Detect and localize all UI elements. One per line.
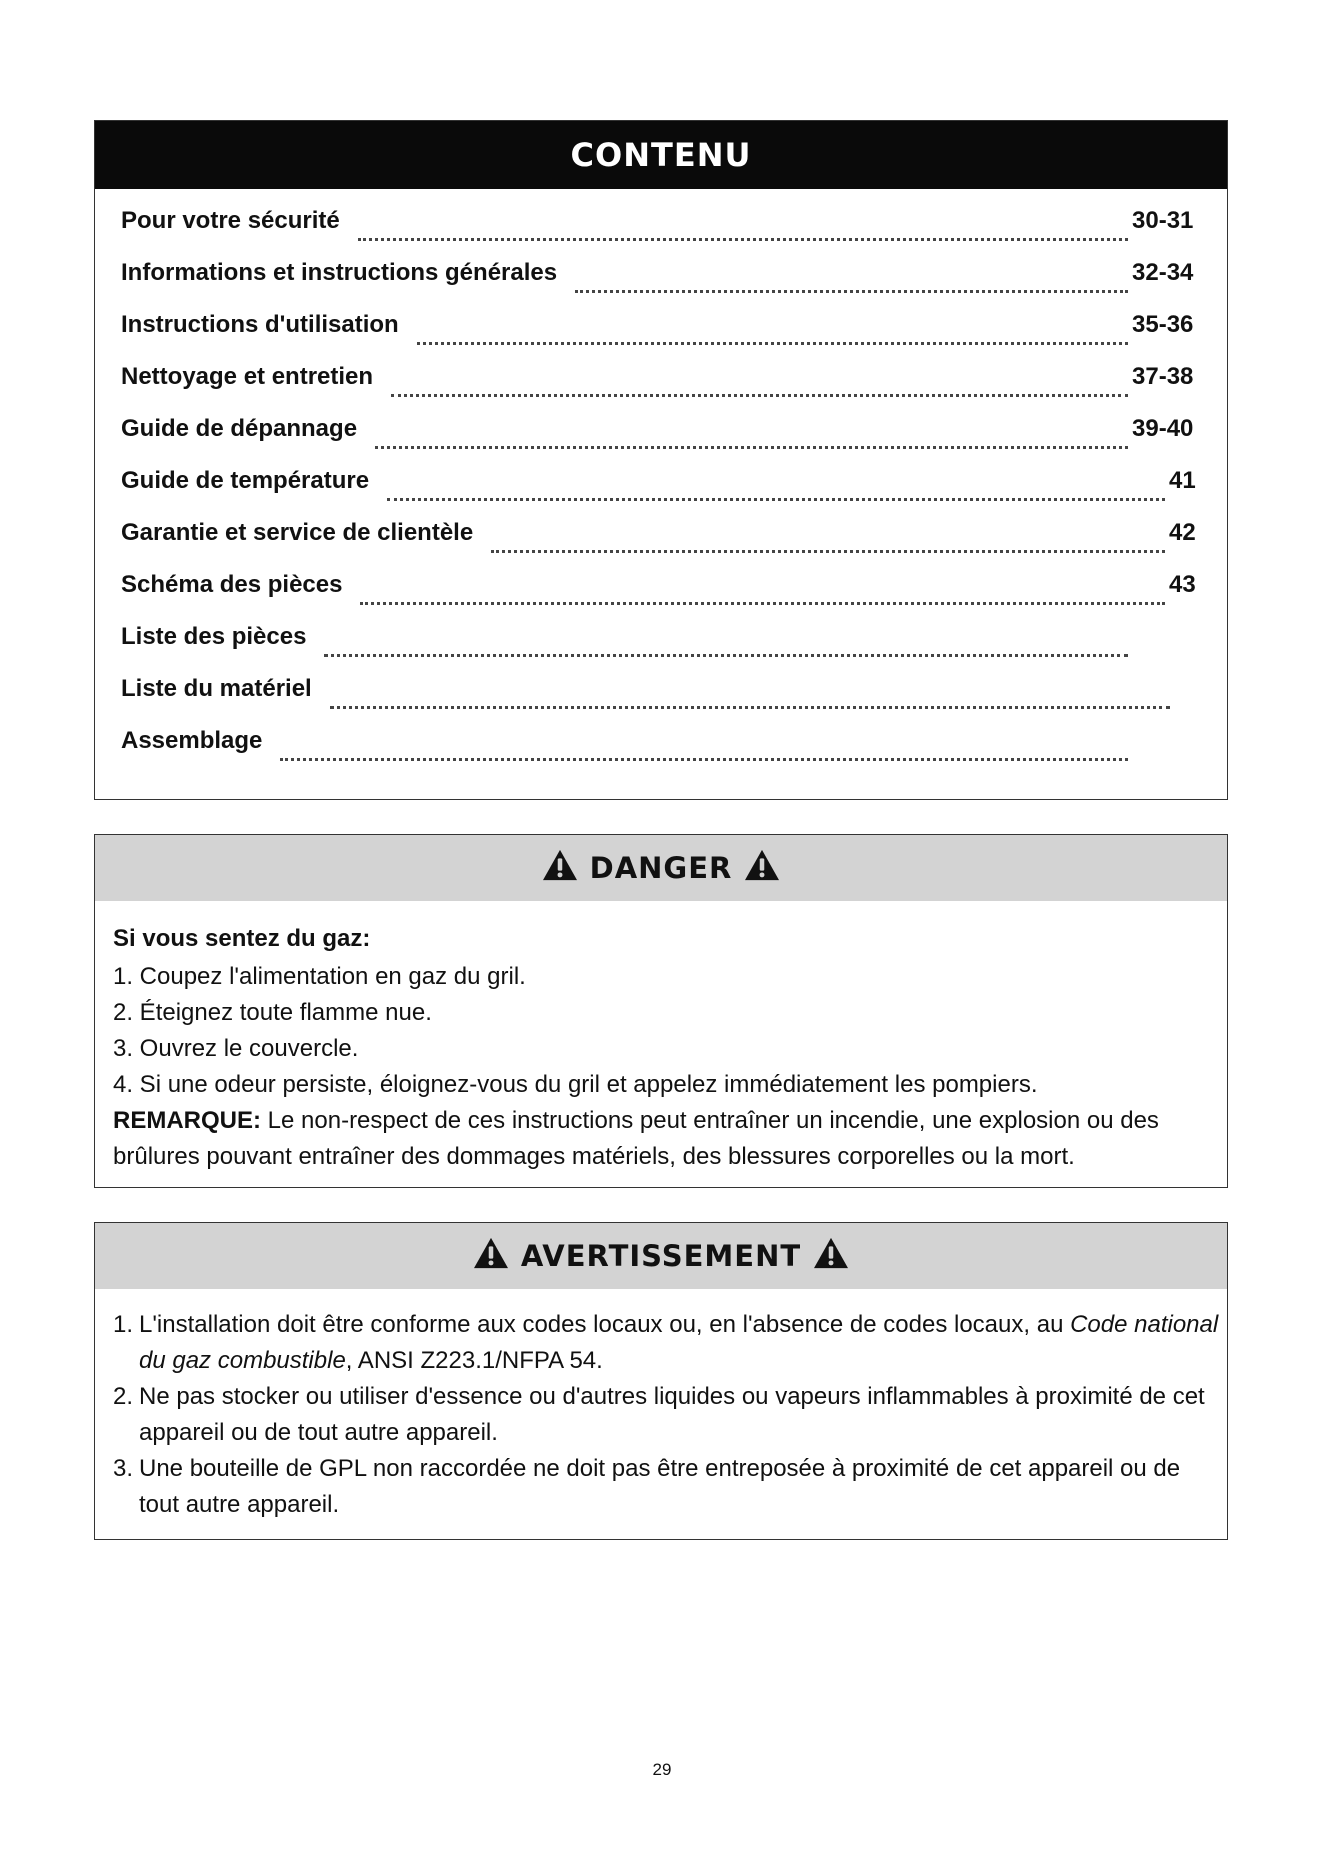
toc-dot-leader: [491, 546, 1165, 553]
toc-dot-leader: [358, 234, 1128, 241]
toc-entry-page: 37-38: [1132, 363, 1194, 390]
toc-entry: [95, 727, 1227, 779]
toc-dot-leader: [330, 702, 1170, 709]
toc-entry-title: Liste des pièces: [121, 623, 307, 650]
warning-triangle-icon: [541, 839, 579, 873]
danger-lead: Si vous sentez du gaz:: [113, 925, 371, 952]
warning-item: [113, 1451, 1227, 1523]
warning-header: [95, 1223, 1227, 1289]
danger-remark: [113, 1103, 1227, 1175]
toc-entry-page: 41: [1169, 467, 1196, 494]
toc-entry-page: 32-34: [1132, 259, 1194, 286]
page-number: 29: [652, 1760, 672, 1779]
toc-entry-title: Guide de température: [121, 467, 370, 494]
toc-list: [95, 189, 1227, 779]
toc-entry-page: 30-31: [1132, 207, 1194, 234]
warning-triangle-icon: [472, 1227, 510, 1261]
toc-entry-title: Informations et instructions générales: [121, 259, 558, 286]
danger-step: 4. Si une odeur persiste, éloignez-vous du gril et appelez immédiatement les pompiers.: [113, 1071, 1038, 1098]
toc-entry: [95, 571, 1227, 623]
danger-header: [95, 835, 1227, 901]
toc-dot-leader: [280, 754, 1128, 761]
toc-entry: [95, 519, 1227, 571]
toc-entry-page: 42: [1169, 519, 1196, 546]
toc-entry-title: Instructions d'utilisation: [121, 311, 399, 338]
remark-label: REMARQUE:: [113, 1107, 261, 1134]
danger-step: 1. Coupez l'alimentation en gaz du gril.: [113, 963, 526, 990]
toc-entry: [95, 259, 1227, 311]
toc-entry-title: Assemblage: [121, 727, 263, 754]
remark-text: Le non-respect de ces instructions peut entraîner un incendie, une explosion ou des brûlures pouvant entraîner des dommages matériels, des blessures corporelles ou la mort.: [113, 1107, 1159, 1170]
toc-dot-leader: [324, 650, 1128, 657]
toc-entry: [95, 363, 1227, 415]
text-part: , ANSI Z223.1/NFPA 54.: [345, 1347, 603, 1374]
toc-dot-leader: [375, 442, 1128, 449]
warning-triangle-icon: [812, 1227, 850, 1261]
danger-title: DANGER: [589, 851, 733, 885]
toc-entry-title: Garantie et service de clientèle: [121, 519, 474, 546]
warning-item-number: 3.: [113, 1455, 134, 1482]
toc-dot-leader: [360, 598, 1165, 605]
toc-entry-title: Schéma des pièces: [121, 571, 343, 598]
toc-entry-page: 43: [1169, 571, 1196, 598]
toc-entry-title: Nettoyage et entretien: [121, 363, 374, 390]
warning-item-text: Une bouteille de GPL non raccordée ne doit pas être entreposée à proximité de cet appareil ou de tout autre appareil.: [139, 1455, 1181, 1518]
toc-entry-title: Liste du matériel: [121, 675, 312, 702]
danger-step: 3. Ouvrez le couvercle.: [113, 1035, 359, 1062]
toc-entry-page: 39-40: [1132, 415, 1194, 442]
toc-dot-leader: [575, 286, 1128, 293]
warning-item-text: [139, 1307, 1227, 1379]
toc-entry: [95, 623, 1227, 675]
warning-item: [113, 1307, 1227, 1379]
toc-entry-page: 35-36: [1132, 311, 1194, 338]
toc-entry: [95, 467, 1227, 519]
warning-triangle-icon: [743, 839, 781, 873]
toc-entry: [95, 415, 1227, 467]
warning-box: [94, 1222, 1228, 1540]
toc-dot-leader: [391, 390, 1128, 397]
toc-title: CONTENU: [95, 121, 1227, 189]
toc-dot-leader: [417, 338, 1128, 345]
warning-title: AVERTISSEMENT: [520, 1239, 802, 1273]
warning-body: [95, 1289, 1227, 1523]
warning-item-text: Ne pas stocker ou utiliser d'essence ou d'autres liquides ou vapeurs inflammables à proximité de cet appareil ou de tout autre appareil.: [139, 1383, 1205, 1446]
warning-item: [113, 1379, 1227, 1451]
toc-dot-leader: [387, 494, 1165, 501]
toc-entry: [95, 675, 1227, 727]
warning-item-number: 1.: [113, 1311, 134, 1338]
warning-item-number: 2.: [113, 1383, 134, 1410]
toc-box: [94, 120, 1228, 800]
danger-body: [95, 901, 1227, 1175]
warning-list: [113, 1307, 1227, 1523]
text-part: L'installation doit être conforme aux codes locaux ou, en l'absence de codes locaux, au: [139, 1311, 1071, 1338]
toc-entry: [95, 207, 1227, 259]
danger-step: 2. Éteignez toute flamme nue.: [113, 999, 432, 1026]
danger-box: [94, 834, 1228, 1188]
toc-entry: [95, 311, 1227, 363]
toc-entry-title: Guide de dépannage: [121, 415, 358, 442]
code-reference: Code national du gaz combustible: [139, 1311, 1219, 1374]
danger-steps: [113, 959, 1227, 1103]
toc-entry-title: Pour votre sécurité: [121, 207, 340, 234]
